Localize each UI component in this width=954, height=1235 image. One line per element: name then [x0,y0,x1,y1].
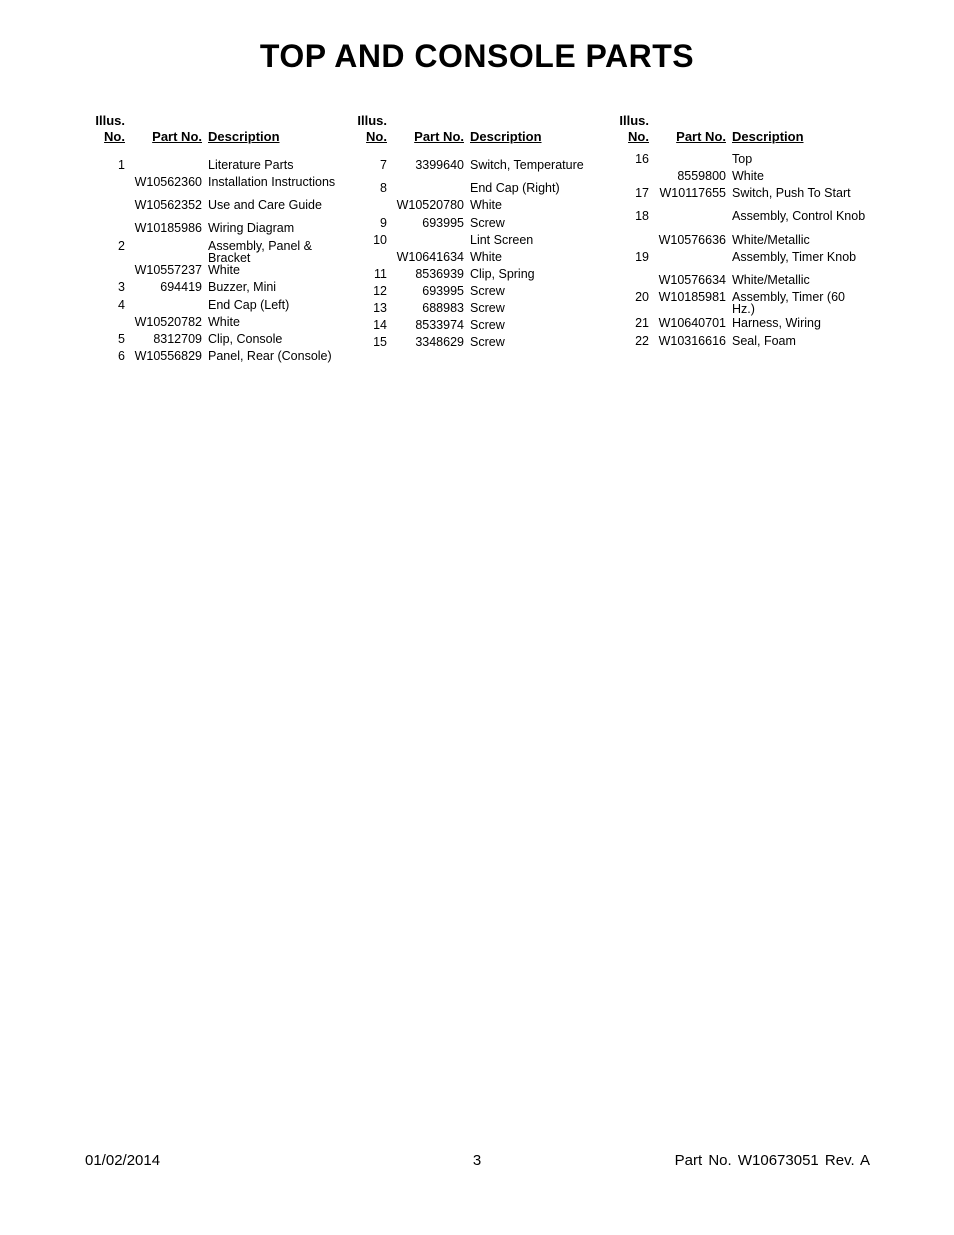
footer-part-revision: Part No. W10673051 Rev. A [674,1152,870,1169]
description-header: Description [470,129,542,144]
part-no-header: Part No. [414,129,464,144]
parts-column-1: Illus. No. Part No. Description 1 Literature Parts W10562360 Installation Instructions W10562352 Use and Care Guide W10185986 Wiring Diagram 2 Assembly, Panel & Bracket W10557237 White 3 694419 Buzzer, Mini 4 End Cap (Left) W10520782 White 5 8312709 Clip, Console 6 W10556829 Panel, Rear (Console) [90,113,360,147]
part-no-header: Part No. [676,129,726,144]
description-header: Description [208,129,280,144]
illus-no-header: Illus. No. [619,113,649,144]
illus-no-header: Illus. No. [95,113,125,144]
page-title: TOP AND CONSOLE PARTS [259,38,695,74]
footer-date: 01/02/2014 [85,1152,161,1169]
column-header [614,113,884,147]
illus-no-header: Illus. No. [357,113,387,144]
column-header [90,113,360,147]
part-no-header: Part No. [152,129,202,144]
parts-column-3: Illus. No. Part No. Description 16 Top 8559800 White 17 W10117655 Switch, Push To Start 18 Assembly, Control Knob W10576636 White/Metallic 19 Assembly, Timer Knob W10576634 White/Metallic 20 W10185981 Assembly, Timer (60 Hz.) 21 W10640701 Harness, Wiring 22 W10316616 Seal, Foam [614,113,884,147]
column-header [352,113,622,147]
parts-column-2: Illus. No. Part No. Description 7 3399640 Switch, Temperature 8 End Cap (Right) W10520780 White 9 693995 Screw 10 Lint Screen W10641634 White 11 8536939 Clip, Spring 12 693995 Screw 13 688983 Screw 14 8533974 Screw 15 3348629 Screw [352,113,622,147]
description-header: Description [732,129,804,144]
footer-page-number: 3 [472,1152,482,1169]
